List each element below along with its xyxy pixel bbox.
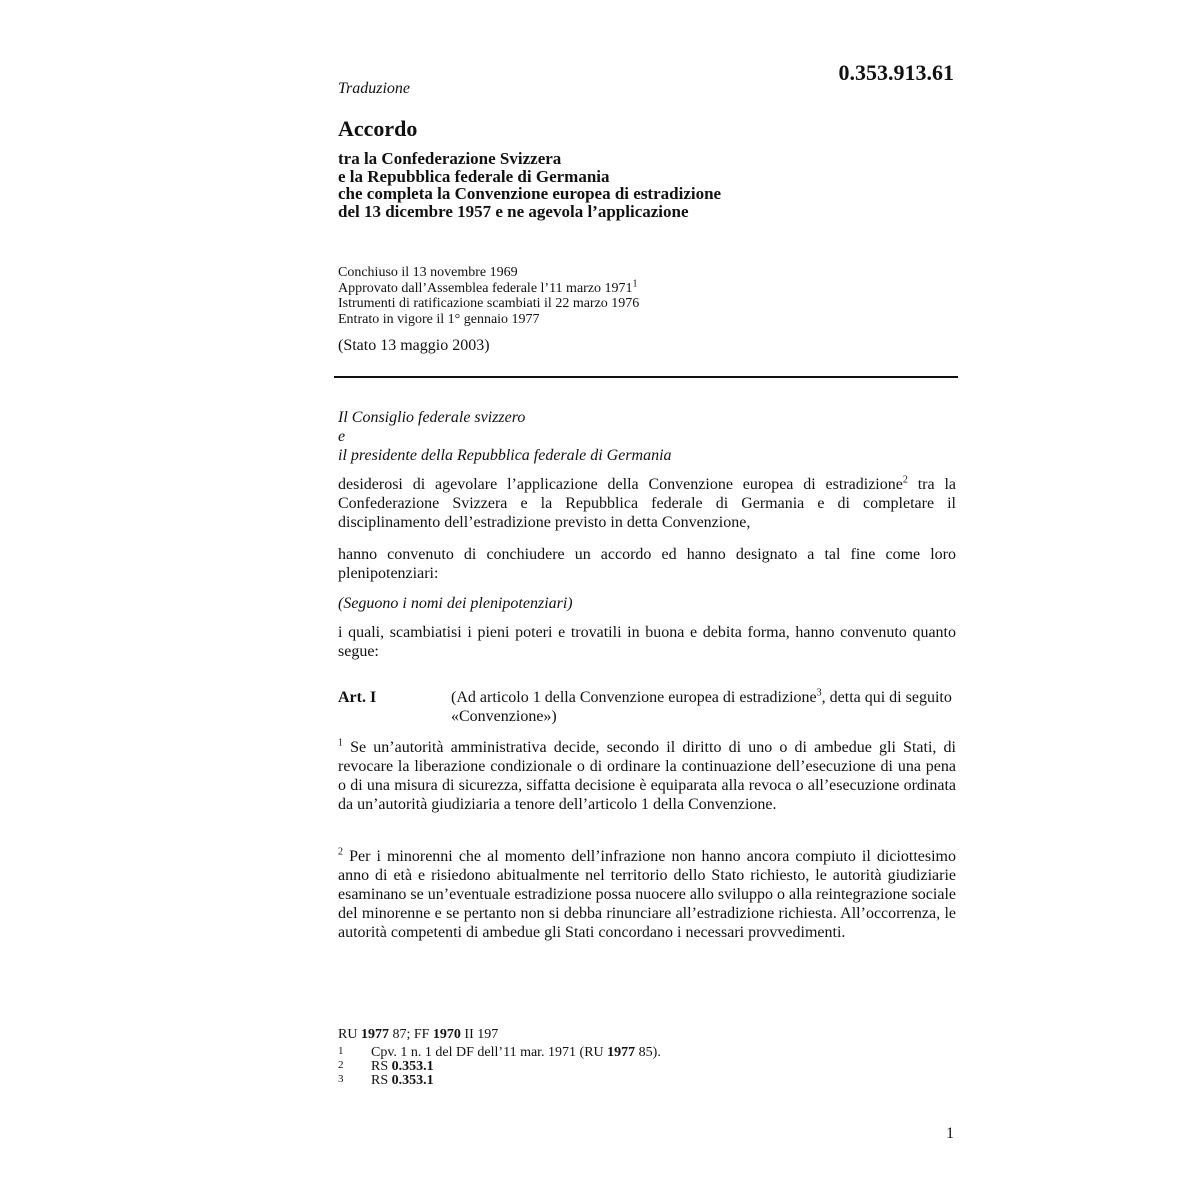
translation-label: Traduzione (338, 80, 411, 97)
preamble-text: desiderosi di agevolare l’applicazione della Convenzione europea di estradizione (338, 476, 903, 493)
article-title-text: (Ad articolo 1 della Convenzione europea di estradizione (451, 689, 817, 706)
document-subtitle (338, 150, 721, 220)
footnote-source (338, 1027, 498, 1043)
document-title: Accordo (338, 116, 418, 141)
subtitle-line: e la Repubblica federale di Germania (338, 166, 610, 186)
article-paragraph-text: Se un’autorità amministrativa decide, secondo il diritto di uno o di ambedue gli Stati, di revocare la liberazione condizionale o di ordinare la continuazione dell’esecuzione di una pena o di una misura di sicurezza, siffatta decisione è equiparata alla revoca o all’esecuzione ordinata da un’autorità giudiziaria a tenore dell’articolo 1 della Convenzione. (338, 739, 956, 813)
contracting-parties (338, 408, 956, 465)
entry-into-force-date: Entrato in vigore il 1° gennaio 1977 (338, 311, 540, 327)
subtitle-line: che completa la Convenzione europea di estradizione (338, 184, 722, 203)
document-number: 0.353.913.61 (838, 60, 954, 85)
article-title-text: , detta qui di seguito «Convenzione») (451, 689, 952, 725)
footnote-ref[interactable]: 3 (816, 687, 822, 699)
footnote-ref[interactable]: 2 (902, 474, 908, 486)
preamble-paragraph: i quali, scambiatisi i pieni poteri e trovatili in buona e debita forma, hanno convenuto quanto segue: (338, 624, 956, 660)
preamble-text: tra la Confederazione Svizzera e la Repubblica federale di Germania e di completare il disciplinamento dell’estradizione previsto in detta Convenzione, (338, 476, 956, 531)
header-divider (334, 376, 958, 378)
source-text: RU (338, 1027, 361, 1042)
page-number: 1 (946, 1125, 954, 1142)
source-text: II 197 (460, 1027, 499, 1042)
footnote-text-part: 85). (635, 1045, 661, 1060)
article-paragraph-text: Per i minorenni che al momento dell’infrazione non hanno ancora compiuto il diciottesimo anno di età e risiedono abitualmente nel territorio dello Stato richiesto, le autorità giudiziarie esaminano se un’eventuale estradizione possa nuocere allo sviluppo o alla reintegrazione sociale del minorenne e se pertanto non si debba rinunciare all’estradizione richiesta. All’occorrenza, le autorità competenti di ambedue gli Stati concordano i necessari provvedimenti. (338, 848, 956, 941)
footnote-mark: 1 (338, 1045, 344, 1057)
article-label: Art. I (338, 689, 377, 706)
article-paragraph (338, 738, 956, 814)
party-conjunction: e (338, 428, 346, 445)
plenipotentiaries-note: (Seguono i nomi dei plenipotenziari) (338, 595, 573, 612)
approved-text: Approvato dall’Assemblea federale l’11 marzo 1971 (338, 280, 633, 296)
paragraph-number: 2 (338, 846, 343, 858)
footnote-text (371, 1060, 434, 1074)
party-germany: il presidente della Repubblica federale di Germania (338, 447, 672, 464)
article-title (451, 688, 956, 726)
footnote-text-bold: 0.353.1 (391, 1059, 434, 1074)
concluded-date: Conchiuso il 13 novembre 1969 (338, 265, 518, 280)
ratification-date: Istrumenti di ratificazione scambiati il 22 marzo 1976 (338, 296, 640, 311)
source-text: 87; FF (388, 1027, 433, 1042)
status-date: (Stato 13 maggio 2003) (338, 337, 490, 354)
footnote-text-part: RS (371, 1073, 392, 1088)
subtitle-line: tra la Confederazione Svizzera (338, 149, 562, 168)
footnote-text-bold: 0.353.1 (391, 1073, 434, 1088)
footnote-mark: 2 (338, 1059, 344, 1071)
approved-date (338, 277, 639, 297)
preamble-paragraph (338, 475, 956, 532)
party-switzerland: Il Consiglio federale svizzero (338, 409, 526, 426)
source-year: 1977 (360, 1027, 389, 1042)
footnote-text (371, 1046, 661, 1060)
article-paragraph (338, 847, 956, 942)
document-metadata (338, 265, 639, 327)
footnote-text (371, 1074, 434, 1088)
footnote-text-part: RS (371, 1059, 392, 1074)
subtitle-line: del 13 dicembre 1957 e ne agevola l’applicazione (338, 201, 689, 221)
paragraph-number: 1 (338, 737, 343, 749)
footnote-text-part: Cpv. 1 n. 1 del DF dell’11 mar. 1971 (RU (371, 1045, 608, 1060)
footnote-ref[interactable]: 1 (632, 277, 638, 289)
footnote-text-bold: 1977 (607, 1045, 636, 1060)
source-year: 1970 (432, 1027, 461, 1042)
preamble-paragraph: hanno convenuto di conchiudere un accordo ed hanno designato a tal fine come loro plenipotenziari: (338, 546, 956, 582)
footnote-mark: 3 (338, 1073, 344, 1085)
